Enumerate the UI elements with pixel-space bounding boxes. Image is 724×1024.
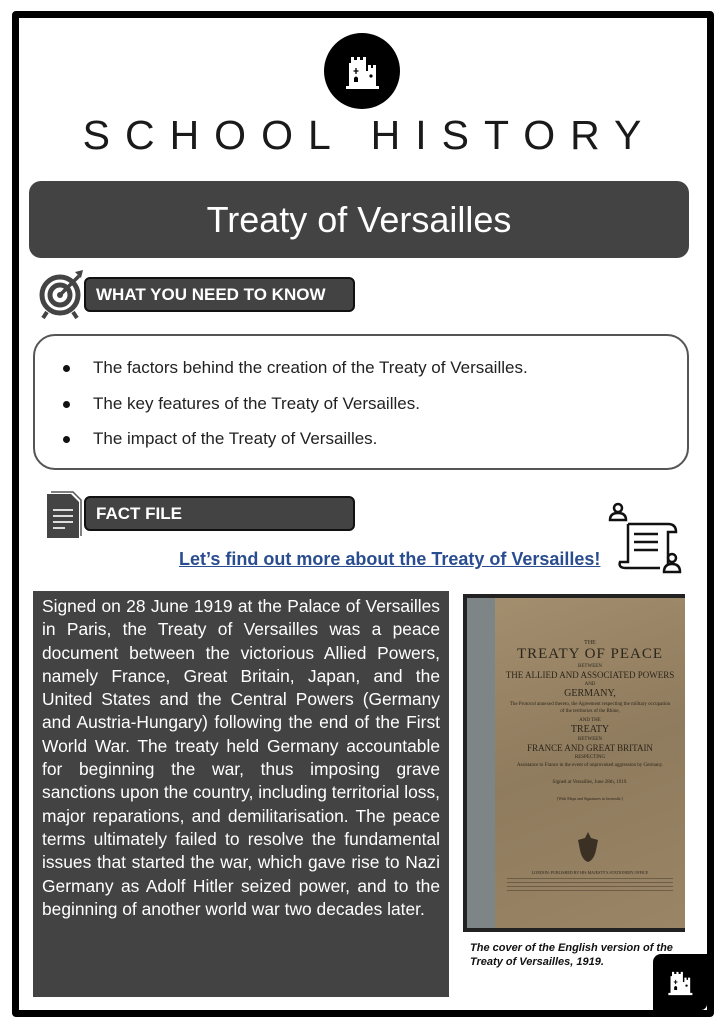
- castle-corner-icon: [653, 954, 707, 1010]
- treaty-cover-image: [463, 594, 685, 932]
- cover-text: Signed at Versailles, June 28th, 1919.: [552, 780, 628, 785]
- cover-text: AND THE: [579, 718, 601, 723]
- cover-text: FRANCE AND GREAT BRITAIN: [527, 743, 653, 753]
- cover-text: LONDON: PUBLISHED BY HIS MAJESTY'S STATIONERY OFFICE: [531, 870, 649, 875]
- cover-text: BETWEEN: [578, 737, 602, 742]
- cover-fine-print: [507, 878, 673, 892]
- cover-text: [With Maps and Signatures in facsimile.]: [557, 796, 623, 801]
- image-caption: The cover of the English version of the Treaty of Versailles, 1919.: [470, 942, 673, 968]
- list-item: The key features of the Treaty of Versailles.: [35, 392, 687, 428]
- list-item: The impact of the Treaty of Versailles.: [35, 427, 687, 463]
- cover-text: THE ALLIED AND ASSOCIATED POWERS: [505, 670, 675, 680]
- cover-text: BETWEEN: [578, 664, 602, 669]
- section-heading-fact-file: FACT FILE: [84, 496, 355, 531]
- cover-text: TREATY: [570, 724, 610, 735]
- cover-text: The Protocol annexed thereto, the Agreement respecting the military occupation of the territories of the Rhine,: [509, 702, 671, 714]
- need-to-know-list: [33, 334, 689, 470]
- brand-name: SCHOOL HISTORY: [82, 112, 657, 158]
- list-item: The factors behind the creation of the Treaty of Versailles.: [35, 356, 687, 392]
- cover-text: AND: [584, 682, 596, 687]
- coat-of-arms-icon: [574, 830, 602, 864]
- fact-file-text: Signed on 28 June 1919 at the Palace of Versailles in Paris, the Treaty of Versailles was a peace document between the victorious Allied Powers, namely France, Great Britain, Japan, and the United States and the Central Powers (Germany and Austria-Hungary) following the end of the First World War. The treaty held Germany accountable for beginning the war, thus imposing grave sanctions upon the country, including territorial loss, major reparations, and demilitarisation. The peace terms ultimately failed to resolve the fundamental issues that started the war, which gave rise to Nazi Germany as Adolf Hitler seized power, and to the beginning of another world war two decades later.: [33, 591, 449, 997]
- cover-text: THE: [584, 640, 596, 646]
- scroll-people-icon: [606, 500, 686, 576]
- page-title: Treaty of Versailles: [29, 181, 689, 258]
- cover-text: TREATY OF PEACE: [516, 646, 664, 662]
- find-out-more-link[interactable]: Let’s find out more about the Treaty of Versailles!: [179, 549, 601, 569]
- castle-logo-icon: [324, 33, 400, 109]
- cover-text: RESPECTING: [574, 755, 606, 760]
- cover-text: GERMANY,: [564, 688, 616, 699]
- document-icon: [45, 490, 85, 540]
- section-heading-need-to-know: WHAT YOU NEED TO KNOW: [84, 277, 355, 312]
- target-icon: [37, 266, 87, 320]
- cover-text: Assistance to France in the event of unprovoked aggression by Germany.: [516, 763, 664, 768]
